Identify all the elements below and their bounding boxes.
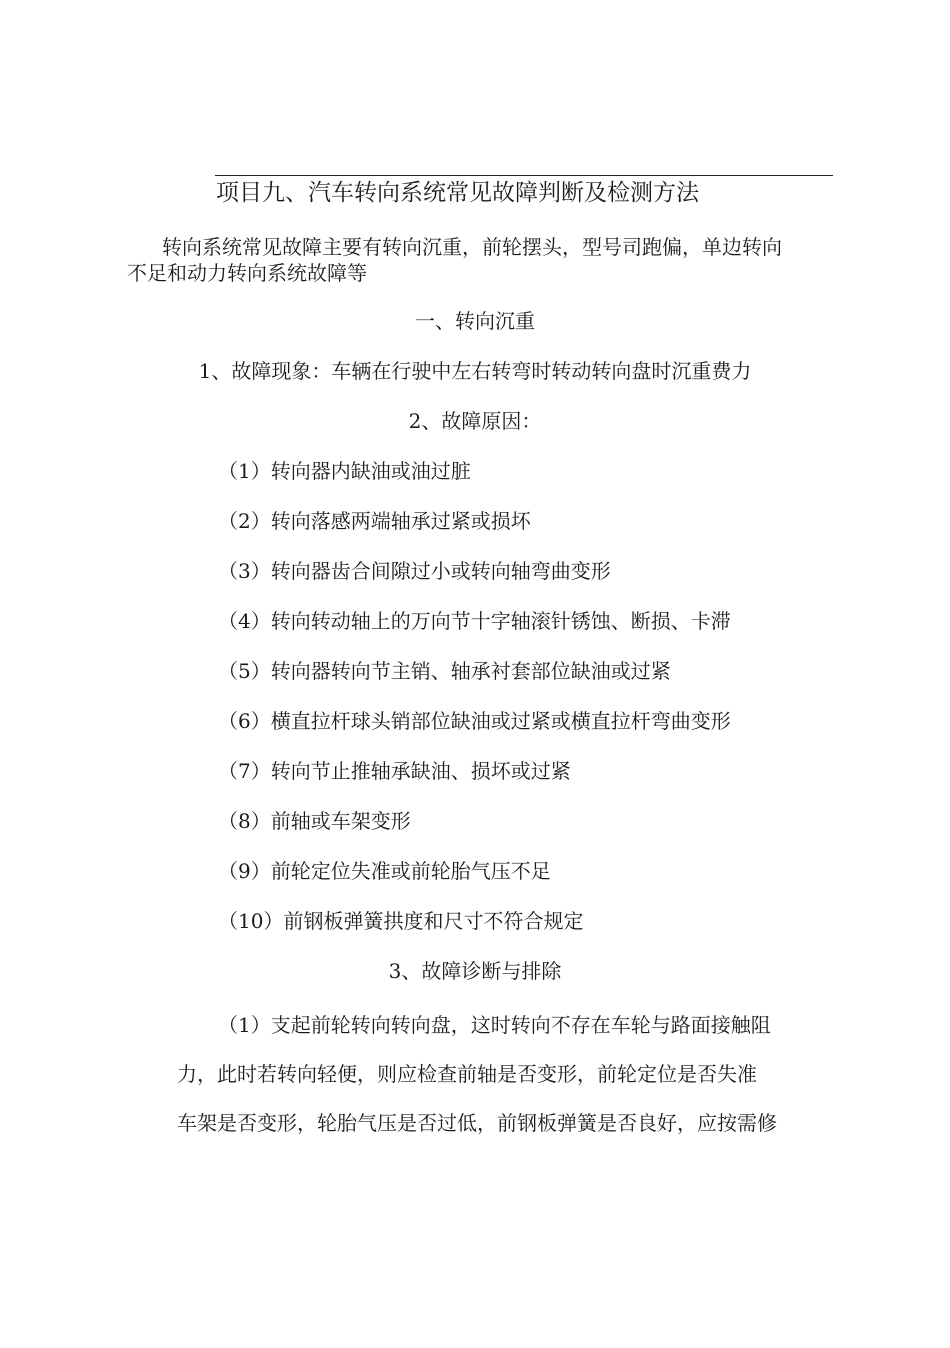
intro-line-1: 转向系统常见故障主要有转向沉重，前轮摆头，型号司跑偏，单边转向 <box>162 235 782 259</box>
cause-item: （9）前轮定位失准或前轮胎气压不足 <box>218 859 551 883</box>
diagnosis-line-2: 力，此时若转向轻便，则应检查前轴是否变形，前轮定位是否失准 <box>177 1062 757 1086</box>
cause-item: （7）转向节止推轴承缺油、损坏或过紧 <box>218 759 571 783</box>
cause-item: （3）转向器齿合间隙过小或转向轴弯曲变形 <box>218 559 611 583</box>
diagnosis-heading: 3、故障诊断与排除 <box>388 959 562 983</box>
cause-item: （10）前钢板弹簧拱度和尺寸不符合规定 <box>218 909 584 933</box>
symptom-line: 1、故障现象：车辆在行驶中左右转弯时转动转向盘时沉重费力 <box>198 359 752 383</box>
cause-item: （4）转向转动轴上的万向节十字轴滚针锈蚀、断损、卡滞 <box>218 609 731 633</box>
cause-item: （6）横直拉杆球头销部位缺油或过紧或横直拉杆弯曲变形 <box>218 709 731 733</box>
cause-item: （2）转向落感两端轴承过紧或损坏 <box>218 509 531 533</box>
header-rule <box>215 175 833 176</box>
cause-item: （5）转向器转向节主销、轴承衬套部位缺油或过紧 <box>218 659 671 683</box>
causes-heading: 2、故障原因： <box>408 409 542 433</box>
diagnosis-line-3: 车架是否变形，轮胎气压是否过低，前钢板弹簧是否良好，应按需修 <box>177 1111 777 1135</box>
section-heading: 一、转向沉重 <box>415 309 535 333</box>
intro-line-2: 不足和动力转向系统故障等 <box>127 261 367 285</box>
document-title: 项目九、汽车转向系统常见故障判断及检测方法 <box>216 180 699 206</box>
cause-item: （1）转向器内缺油或油过脏 <box>218 459 471 483</box>
cause-item: （8）前轴或车架变形 <box>218 809 411 833</box>
diagnosis-line-1: （1）支起前轮转向转向盘，这时转向不存在车轮与路面接触阻 <box>218 1013 771 1037</box>
